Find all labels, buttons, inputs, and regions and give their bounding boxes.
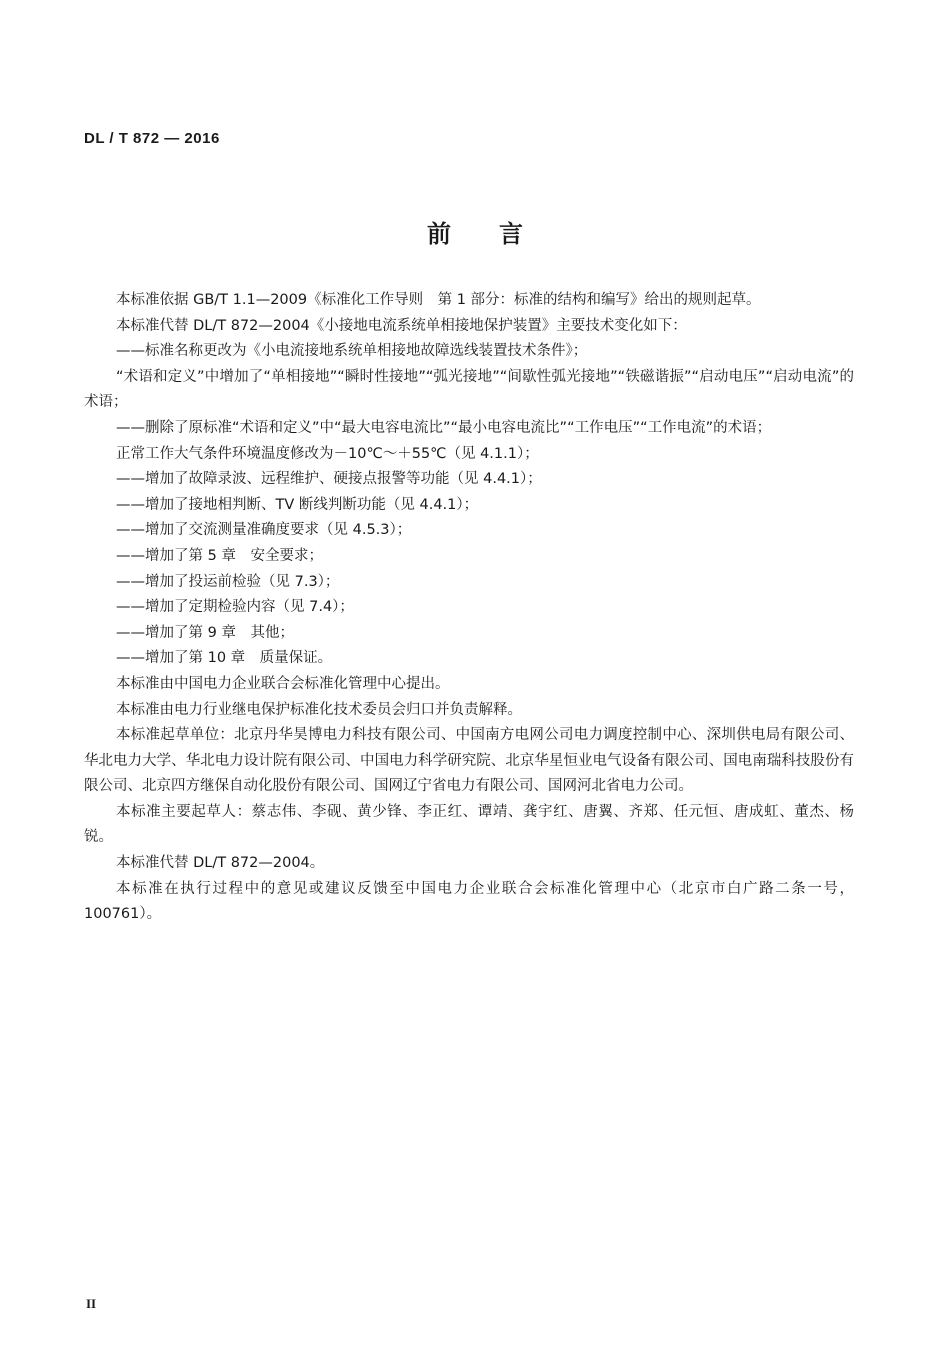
paragraph-proposed-by: 本标准由中国电力企业联合会标准化管理中心提出。 xyxy=(116,675,450,692)
change-item-temperature: 正常工作大气条件环境温度修改为－10℃～＋55℃（见 4.1.1）； xyxy=(116,445,539,462)
change-item-periodic-inspection: ——增加了定期检验内容（见 7.4）； xyxy=(116,599,354,616)
paragraph-replaces: 本标准代替 DL/T 872—2004。 xyxy=(116,855,325,872)
paragraph-drafting-units: 本标准起草单位：北京丹华昊博电力科技有限公司、中国南方电网公司电力调度控制中心、深圳供电局有限公司、华北电力大学、华北电力设计院有限公司、中国电力科学研究院、北京华星恒业电气设备有限公司、国电南瑞科技股份有限公司、北京四方继保自动化股份有限公司、国网辽宁省电力有限公司、国网河北省电力公司。 xyxy=(84,727,854,795)
page-title-char-2: 言 xyxy=(499,220,523,248)
page-title-char-1: 前 xyxy=(427,220,451,248)
change-item-pre-commissioning: ——增加了投运前检验（见 7.3）； xyxy=(116,573,340,590)
paragraph-responsible-committee: 本标准由电力行业继电保护标准化技术委员会归口并负责解释。 xyxy=(116,701,522,718)
standard-number-header: DL / T 872 — 2016 xyxy=(84,130,220,147)
page-title xyxy=(0,214,950,249)
change-item-chapter-5: ——增加了第 5 章 安全要求； xyxy=(116,547,323,564)
change-item-recording: ——增加了故障录波、远程维护、硬接点报警等功能（见 4.4.1）； xyxy=(116,471,542,488)
foreword-body xyxy=(84,288,854,928)
change-item-terms-added: “术语和定义”中增加了“单相接地”“瞬时性接地”“弧光接地”“间歇性弧光接地”“铁磁谐振”“启动电压”“启动电流”的术语； xyxy=(84,368,854,411)
change-item-accuracy: ——增加了交流测量准确度要求（见 4.5.3）； xyxy=(116,522,412,539)
change-item-chapter-10: ——增加了第 10 章 质量保证。 xyxy=(116,650,333,667)
change-item-name: ——标准名称更改为《小电流接地系统单相接地故障选线装置技术条件》； xyxy=(116,343,588,360)
paragraph-drafting-basis: 本标准依据 GB/T 1.1—2009《标准化工作导则 第 1 部分：标准的结构和编写》给出的规则起草。 xyxy=(116,292,761,308)
change-item-terms-removed: ——删除了原标准“术语和定义”中“最大电容电流比”“最小电容电流比”“工作电压”“工作电流”的术语； xyxy=(116,419,772,436)
page-number: II xyxy=(86,1296,97,1311)
paragraph-replaces-with-changes: 本标准代替 DL/T 872—2004《小接地电流系统单相接地保护装置》主要技术变化如下： xyxy=(116,317,687,334)
paragraph-feedback: 本标准在执行过程中的意见或建议反馈至中国电力企业联合会标准化管理中心（北京市白广路二条一号，100761）。 xyxy=(84,880,854,923)
change-item-chapter-9: ——增加了第 9 章 其他； xyxy=(116,624,294,641)
change-item-phase-judgment: ——增加了接地相判断、TV 断线判断功能（见 4.4.1）； xyxy=(116,496,479,513)
paragraph-drafters: 本标准主要起草人：蔡志伟、李砚、黄少锋、李正红、谭靖、龚宇红、唐翼、齐郑、任元恒、唐成虹、董杰、杨锐。 xyxy=(84,803,854,846)
